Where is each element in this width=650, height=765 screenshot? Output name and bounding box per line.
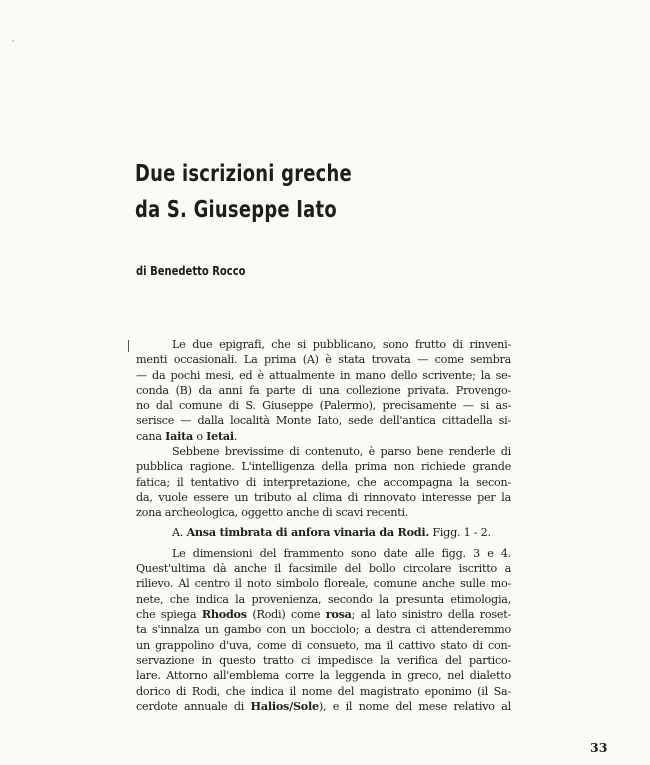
article-body: [136, 337, 511, 714]
article-title: [135, 156, 352, 228]
text-line: Le dimensioni del frammento sono date alle figg. 3 e 4.: [172, 546, 511, 560]
text-fragment: che spiega: [136, 608, 202, 622]
text-fragment: o: [193, 429, 207, 443]
text-line: — da pochi mesi, ed è attualmente in mano dello scrivente; la se-: [136, 368, 511, 382]
text-fragment: ), e il nome del mese relativo al: [318, 699, 511, 713]
text-line: conda (B) da anni fa parte di una collezione privata. Provengo-: [136, 383, 511, 397]
text-fragment: cerdote annuale di: [136, 699, 251, 713]
text-line: un grappolino d'uva, come di consueto, ma il cattivo stato di con-: [136, 638, 511, 652]
paragraph-1: [136, 337, 511, 444]
text-fragment: ; al lato sinistro della roset-: [351, 608, 511, 622]
text-line: [136, 429, 511, 444]
text-line: Quest'ultima dà anche il facsimile del bollo circolare iscritto a: [136, 562, 511, 576]
section-heading-bold: Ansa timbrata di anfora vinaria da Rodi.: [186, 524, 430, 539]
margin-mark: [128, 340, 129, 352]
page-number: 33: [590, 740, 608, 755]
text-line: no dal comune di S. Giuseppe (Palermo), precisamente — si as-: [136, 399, 511, 413]
text-line: menti occasionali. La prima (A) è stata trovata — come sembra: [136, 353, 511, 367]
paragraph-2: [136, 444, 511, 520]
term-bold: rosa: [325, 607, 352, 622]
section-heading: [136, 525, 511, 540]
place-name-bold: Iaita: [165, 428, 194, 443]
text-fragment: .: [233, 429, 238, 443]
text-line: ta s'innalza un gambo con un bocciolo; a destra ci attenderemmo: [136, 623, 511, 637]
term-bold: Halios/Sole: [250, 698, 319, 713]
text-line: Sebbene brevissime di contenuto, è parso bene renderle di: [172, 445, 511, 459]
paragraph-3: [136, 546, 511, 714]
text-line: rilievo. Al centro il noto simbolo floreale, comune anche sulle mo-: [136, 577, 511, 591]
term-bold: Rhodos: [201, 607, 247, 622]
title-line-2: da S. Giuseppe Iato: [135, 197, 337, 223]
text-line: Le due epigrafi, che si pubblicano, sono frutto di rinveni-: [172, 338, 511, 351]
text-line: fatica; il tentativo di interpretazione, che accompagna la secon-: [136, 475, 511, 489]
text-line: serisce — dalla località Monte Iato, sede dell'antica cittadella si-: [136, 414, 511, 428]
text-fragment: Figg. 1 - 2.: [429, 525, 491, 539]
text-line: da, vuole essere un tributo al clima di rinnovato interesse per la: [136, 490, 511, 504]
text-fragment: A.: [172, 525, 187, 539]
title-line-1: Due iscrizioni greche: [135, 161, 352, 187]
text-line: nete, che indica la provenienza, secondo la presunta etimologia,: [136, 592, 511, 606]
text-line: [136, 699, 511, 714]
text-fragment: (Rodi) come: [246, 608, 326, 622]
text-line: [136, 607, 511, 622]
text-line: pubblica ragione. L'intelligenza della prima non richiede grande: [136, 460, 511, 474]
text-line: servazione in questo tratto ci impedisce la verifica del partico-: [136, 653, 511, 667]
text-line: lare. Attorno all'emblema corre la leggenda in greco, nel dialetto: [136, 669, 511, 683]
text-fragment: cana: [136, 429, 166, 443]
paper-speck: [12, 40, 14, 42]
place-name-bold: Ietai: [206, 428, 234, 443]
author-byline: di Benedetto Rocco: [136, 263, 246, 278]
text-line: zona archeologica, oggetto anche di scavi recenti.: [136, 506, 409, 520]
text-line: dorico di Rodi, che indica il nome del magistrato eponimo (il Sa-: [136, 684, 511, 698]
